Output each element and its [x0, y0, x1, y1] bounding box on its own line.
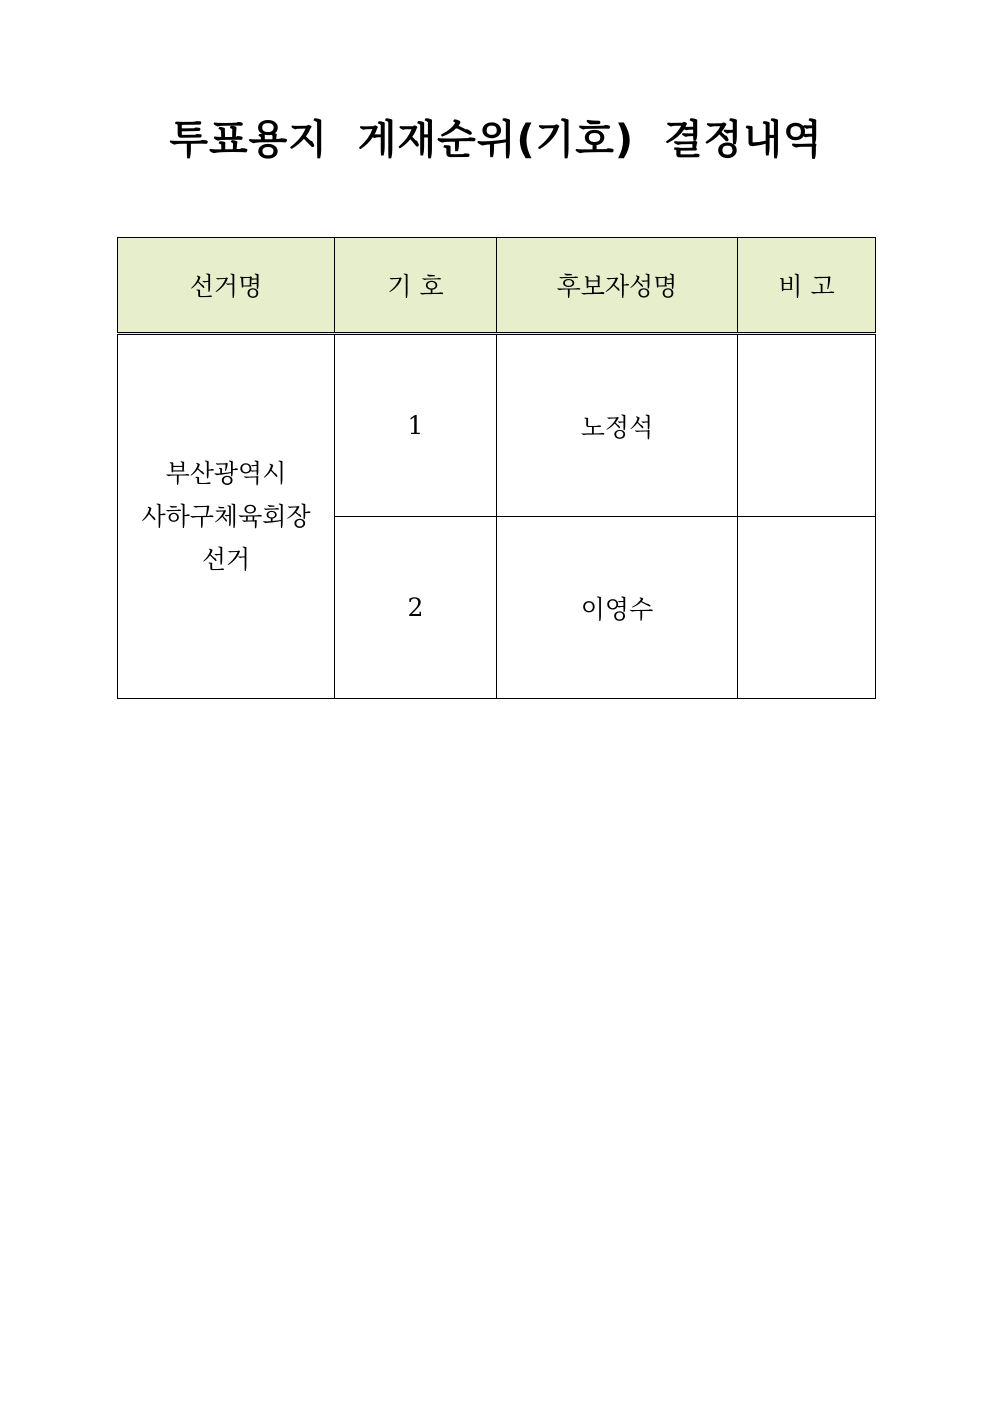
candidate-name-cell: 노정석 — [497, 334, 738, 517]
page-title: 투표용지 게재순위(기호) 결정내역 — [169, 117, 823, 163]
candidate-number-cell: 2 — [335, 517, 497, 699]
ballot-order-table — [117, 237, 876, 699]
election-name-line: 사하구체육회장 — [141, 502, 311, 531]
election-name-line: 부산광역시 — [165, 459, 287, 488]
header-row — [118, 238, 876, 334]
candidate-name-cell: 이영수 — [497, 517, 738, 699]
header-number: 기 호 — [335, 238, 497, 334]
header-note: 비 고 — [738, 238, 876, 334]
candidate-number-cell: 1 — [335, 334, 497, 517]
header-election-name: 선거명 — [118, 238, 335, 334]
election-name-line: 선거 — [201, 545, 251, 574]
table-row — [118, 334, 876, 517]
election-name-cell — [118, 334, 335, 699]
header-candidate-name: 후보자성명 — [497, 238, 738, 334]
note-cell — [738, 334, 876, 517]
note-cell — [738, 517, 876, 699]
